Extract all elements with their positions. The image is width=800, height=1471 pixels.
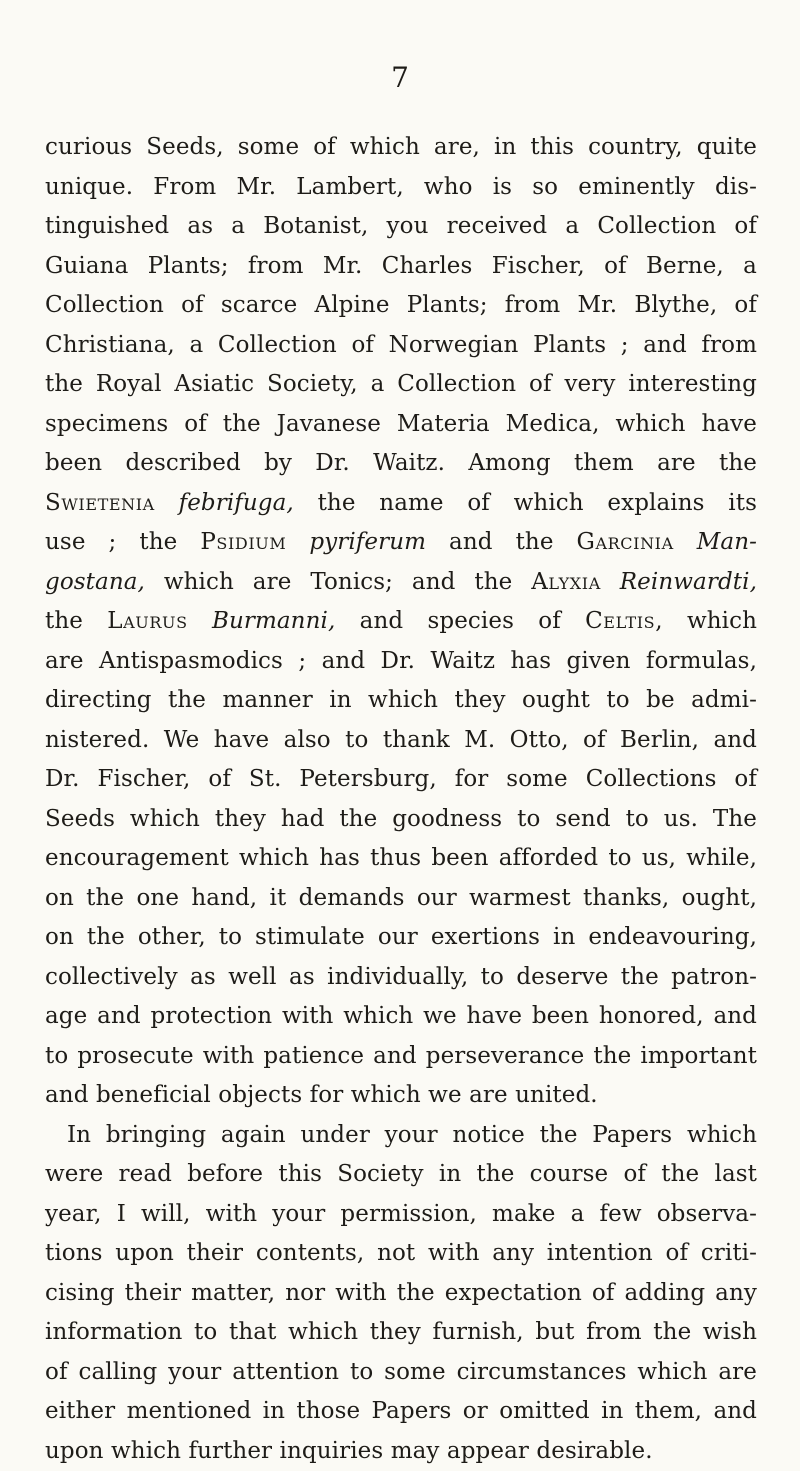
text-line (45, 484, 757, 524)
text-line (45, 365, 757, 405)
genus-name: Celtis (585, 608, 655, 634)
text-line (45, 1353, 757, 1393)
text-line (45, 997, 757, 1037)
text-run: cising their matter, nor with the expectation of adding any (45, 1280, 757, 1306)
text-run: and the (426, 529, 577, 555)
text-line (45, 444, 757, 484)
species-epithet: Burmanni, (212, 608, 335, 634)
genus-name: Laurus (107, 608, 187, 634)
text-run: specimens of the Javanese Materia Medica, which have (45, 411, 757, 437)
text-line (45, 1392, 757, 1432)
text-run: are Antispasmodics ; and Dr. Waitz has given formulas, (45, 648, 757, 674)
species-epithet: febrifuga, (179, 490, 294, 516)
text-line (45, 405, 757, 445)
text-run: collectively as well as individually, to deserve the patron- (45, 964, 757, 990)
text-line (45, 760, 757, 800)
genus-name: Psidium (200, 529, 286, 555)
text-run (601, 569, 620, 595)
page-number: 7 (0, 64, 800, 92)
species-epithet: pyriferum (309, 529, 426, 555)
genus-name: Swietenia (45, 490, 155, 516)
text-line (45, 1155, 757, 1195)
text-run: Dr. Fischer, of St. Petersburg, for some Collections of (45, 766, 757, 792)
text-run: tinguished as a Botanist, you received a Collection of (45, 213, 757, 239)
text-line (45, 602, 757, 642)
text-run: Collection of scarce Alpine Plants; from Mr. Blythe, of (45, 292, 757, 318)
text-run: which are Tonics; and the (145, 569, 531, 595)
text-run: Christiana, a Collection of Norwegian Plants ; and from (45, 332, 757, 358)
text-line (45, 523, 757, 563)
text-line (45, 642, 757, 682)
text-run: , which (655, 608, 757, 634)
species-epithet: Man- (697, 529, 757, 555)
text-line (45, 563, 757, 603)
text-line (45, 1313, 757, 1353)
text-run: and species of (335, 608, 585, 634)
text-run: the name of which explains its (294, 490, 757, 516)
text-run: use ; the (45, 529, 200, 555)
text-line (45, 1195, 757, 1235)
text-run: curious Seeds, some of which are, in this country, quite (45, 134, 757, 160)
text-run: In bringing again under your notice the Papers which (67, 1122, 757, 1148)
text-run: encouragement which has thus been afforded to us, while, (45, 845, 757, 871)
text-run: the Royal Asiatic Society, a Collection of very interesting (45, 371, 757, 397)
text-line (45, 1076, 757, 1116)
text-line (45, 326, 757, 366)
species-epithet: Reinwardti, (620, 569, 757, 595)
species-epithet: gostana, (45, 569, 145, 595)
text-line (45, 1432, 757, 1471)
text-line (45, 1116, 757, 1156)
text-run: on the one hand, it demands our warmest thanks, ought, (45, 885, 757, 911)
text-run: Seeds which they had the goodness to send to us. The (45, 806, 757, 832)
text-run: were read before this Society in the course of the last (45, 1161, 757, 1187)
text-line (45, 286, 757, 326)
text-run (188, 608, 212, 634)
genus-name: Alyxia (531, 569, 601, 595)
text-run: unique. From Mr. Lambert, who is so eminently dis- (45, 174, 757, 200)
text-line (45, 681, 757, 721)
text-run: to prosecute with patience and perseverance the important (45, 1043, 757, 1069)
text-run: directing the manner in which they ought to be admi- (45, 687, 757, 713)
text-line (45, 1234, 757, 1274)
text-run: either mentioned in those Papers or omitted in them, and (45, 1398, 757, 1424)
text-line (45, 168, 757, 208)
text-run: tions upon their contents, not with any intention of criti- (45, 1240, 757, 1266)
text-run: been described by Dr. Waitz. Among them are the (45, 450, 757, 476)
text-line (45, 207, 757, 247)
text-run (155, 490, 179, 516)
text-line (45, 1037, 757, 1077)
text-run: nistered. We have also to thank M. Otto, of Berlin, and (45, 727, 757, 753)
text-run: information to that which they furnish, but from the wish (45, 1319, 757, 1345)
text-run: upon which further inquiries may appear desirable. (45, 1438, 653, 1464)
text-line (45, 128, 757, 168)
text-run: year, I will, with your permission, make a few observa- (45, 1201, 757, 1227)
genus-name: Garcinia (577, 529, 674, 555)
text-run (286, 529, 309, 555)
text-run: the (45, 608, 107, 634)
text-run: of calling your attention to some circumstances which are (45, 1359, 757, 1385)
text-run: on the other, to stimulate our exertions in endeavouring, (45, 924, 757, 950)
text-run (674, 529, 697, 555)
text-line (45, 879, 757, 919)
text-line (45, 721, 757, 761)
text-line (45, 918, 757, 958)
body-text (45, 128, 757, 1471)
text-line (45, 247, 757, 287)
text-line (45, 1274, 757, 1314)
text-line (45, 800, 757, 840)
text-line (45, 958, 757, 998)
text-line (45, 839, 757, 879)
text-run: age and protection with which we have been honored, and (45, 1003, 757, 1029)
text-run: and beneficial objects for which we are united. (45, 1082, 598, 1108)
text-run: Guiana Plants; from Mr. Charles Fischer, of Berne, a (45, 253, 757, 279)
